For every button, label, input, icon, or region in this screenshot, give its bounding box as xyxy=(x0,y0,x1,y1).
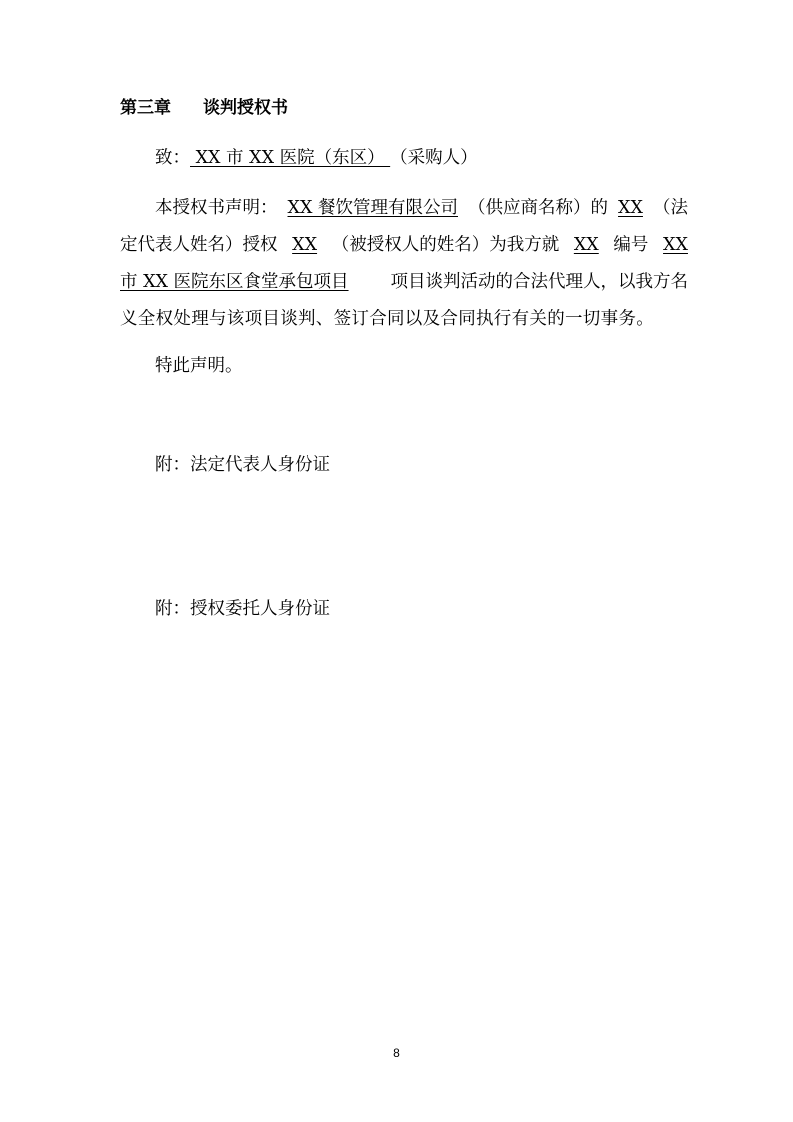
to-label: 致： xyxy=(155,148,190,168)
authorized-person-field: XX xyxy=(292,235,318,255)
recipient-line xyxy=(155,146,478,170)
body-line-1 xyxy=(155,196,688,220)
text: 本授权书声明： xyxy=(155,198,278,218)
chapter-title: 谈判授权书 xyxy=(203,98,288,118)
legal-rep-field: XX xyxy=(618,198,643,218)
text: （供应商名称）的 xyxy=(468,198,609,218)
body-line-4: 义全权处理与该项目谈判、签订合同以及合同执行有关的一切事务。 xyxy=(120,309,654,329)
recipient-field: XX 市 XX 医院（东区） xyxy=(190,148,391,168)
project-name-field: XX xyxy=(663,235,688,255)
attachment-authorized-person-id: 附：授权委托人身份证 xyxy=(155,599,330,619)
supplier-name-field: XX 餐饮管理有限公司 xyxy=(287,198,458,218)
text: 项目谈判活动的合法代理人，以我方名 xyxy=(390,272,688,292)
project-number-field: XX xyxy=(573,235,599,255)
chapter-number: 第三章 xyxy=(120,98,171,118)
chapter-heading xyxy=(120,96,288,120)
project-name-field: 市 XX 医院东区食堂承包项目 xyxy=(120,272,349,292)
attachment-legal-rep-id: 附：法定代表人身份证 xyxy=(155,455,330,475)
body-line-3 xyxy=(120,270,688,294)
body-line-2 xyxy=(120,233,688,257)
statement: 特此声明。 xyxy=(155,356,243,376)
text: 定代表人姓名）授权 xyxy=(120,235,278,255)
text: （被授权人的姓名）为我方就 xyxy=(331,235,560,255)
text: （法 xyxy=(652,198,688,218)
recipient-role: （采购人） xyxy=(390,148,478,168)
text: 编号 xyxy=(613,235,649,255)
page-number: 8 xyxy=(393,1046,400,1060)
